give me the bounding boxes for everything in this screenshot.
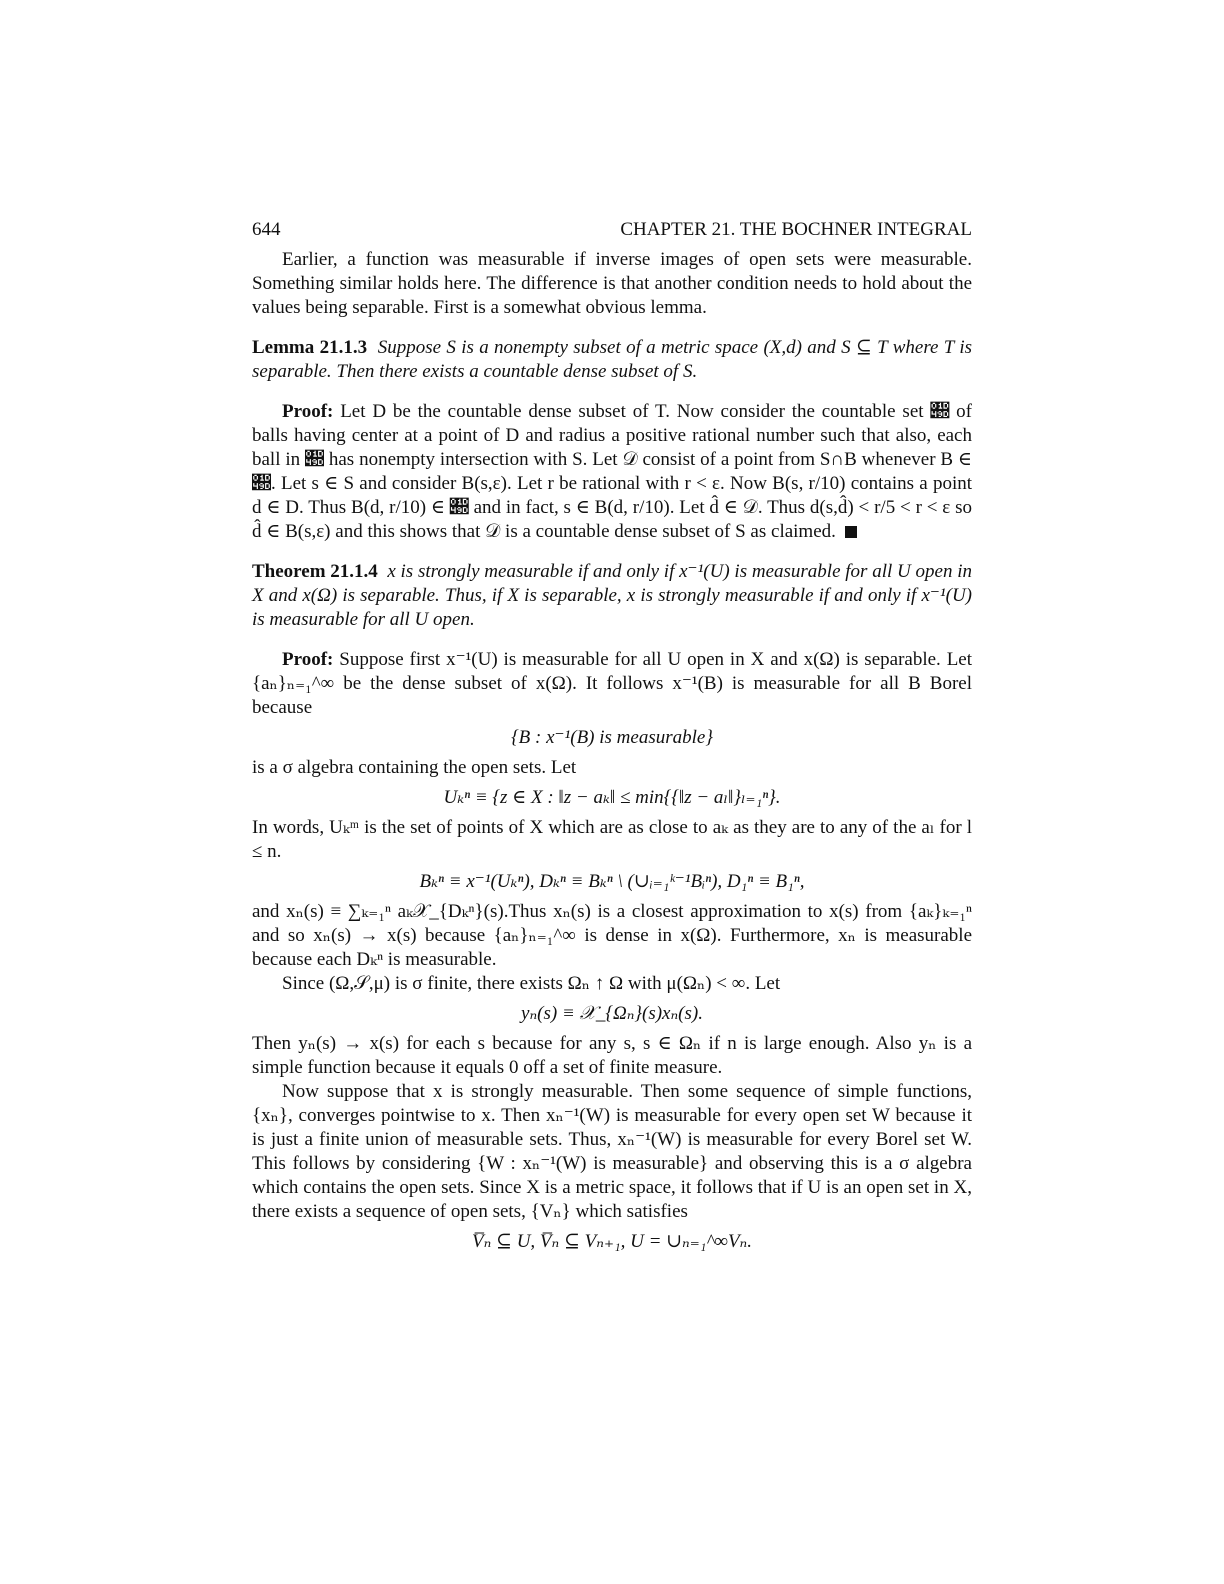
theorem-label: Theorem 21.1.4 xyxy=(252,561,378,582)
lemma-proof-text: Let D be the countable dense subset of T. Now consider the countable set 𝒝 of balls having center at a point of D and radius a positive rational number such that also, each ball in 𝒝 has nonempty intersection with S. Let 𝒟 consist of a point from S∩B whenever B ∈ 𝒝. Let s ∈ S and consider B(s,ε). Let r be rational with r < ε. Now B(s, r/10) contains a point d ∈ D. Thus B(d, r/10) ∈ 𝒝 and in fact, s ∈ B(d, r/10). Let d̂ ∈ 𝒟. Thus d(s,d̂) < r/5 < r < ε so d̂ ∈ B(s,ε) and this shows that 𝒟 is a countable dense subset of S as claimed. xyxy=(252,401,973,542)
theorem-proof-label: Proof: xyxy=(282,649,334,670)
chapter-title: CHAPTER 21. THE BOCHNER INTEGRAL xyxy=(620,219,972,240)
theorem-proof-p4: and xₙ(s) ≡ ∑ₖ₌₁ⁿ aₖ𝒳_{Dₖⁿ}(s).Thus xₙ(s) is a closest approximation to x(s) from {aₖ}ₖ₌₁ⁿ and so xₙ(s) → x(s) because {aₙ}ₙ₌₁^∞ is dense in x(Ω). Furthermore, xₙ is measurable because each Dₖⁿ is measurable. xyxy=(252,901,972,970)
theorem-proof-intro xyxy=(252,648,972,720)
equation-y-definition: yₙ(s) ≡ 𝒳_{Ωₙ}(s)xₙ(s). xyxy=(521,1003,703,1024)
equation-b-d-definition: Bₖⁿ ≡ x⁻¹(Uₖⁿ), Dₖⁿ ≡ Bₖⁿ \ (∪ᵢ₌₁ᵏ⁻¹Bᵢⁿ), D₁ⁿ ≡ B₁ⁿ, xyxy=(419,871,805,892)
equation-v-sequence: V̅ₙ ⊆ U, V̅ₙ ⊆ Vₙ₊₁, U = ∪ₙ₌₁^∞Vₙ. xyxy=(471,1231,753,1252)
theorem-proof-p2: is a σ algebra containing the open sets. Let xyxy=(252,757,577,778)
equation-u-definition: Uₖⁿ ≡ {z ∈ X : ‖z − aₖ‖ ≤ min{{‖z − aₗ‖}ₗ₌₁ⁿ}. xyxy=(443,787,781,808)
theorem-statement: x is strongly measurable if and only if x⁻¹(U) is measurable for all U open in X and x(Ω) is separable. Thus, if X is separable, x is strongly measurable if and only if x⁻¹(U) is measurable for all U open. xyxy=(252,561,972,630)
intro-paragraph: Earlier, a function was measurable if inverse images of open sets were measurable. Something similar holds here. The difference is that another condition needs to hold about the values being separable. First is a somewhat obvious lemma. xyxy=(252,249,972,318)
theorem-proof-p6: Then yₙ(s) → x(s) for each s because for any s, s ∈ Ωₙ if n is large enough. Also yₙ is a simple function because it equals 0 off a set of finite measure. xyxy=(252,1033,972,1078)
lemma-block xyxy=(252,336,972,384)
document-page xyxy=(252,218,972,1260)
lemma-proof xyxy=(252,400,972,544)
running-header xyxy=(252,218,972,248)
theorem-proof-p3: In words, Uₖᵐ is the set of points of X which are as close to aₖ as they are to any of the aₗ for l ≤ n. xyxy=(252,817,972,862)
theorem-proof-p7: Now suppose that x is strongly measurable. Then some sequence of simple functions, {xₙ}, converges pointwise to x. Then xₙ⁻¹(W) is measurable for every open set W because it is just a finite union of measurable sets. Thus, xₙ⁻¹(W) is measurable for every Borel set W. This follows by considering {W : xₙ⁻¹(W) is measurable} and observing this is a σ algebra which contains the open sets. Since X is a metric space, it follows that if U is an open set in X, there exists a sequence of open sets, {Vₙ} which satisfies xyxy=(252,1081,972,1222)
theorem-proof-p5: Since (Ω,𝒮,μ) is σ finite, there exists Ωₙ ↑ Ω with μ(Ωₙ) < ∞. Let xyxy=(282,973,781,994)
qed-square-icon xyxy=(845,526,857,538)
theorem-block xyxy=(252,560,972,632)
lemma-statement: Suppose S is a nonempty subset of a metric space (X,d) and S ⊆ T where T is separable. Then there exists a countable dense subset of S. xyxy=(252,337,972,382)
lemma-label: Lemma 21.1.3 xyxy=(252,337,368,358)
lemma-proof-label: Proof: xyxy=(282,401,334,422)
page-number: 644 xyxy=(252,219,281,240)
theorem-proof-p1: Suppose first x⁻¹(U) is measurable for all U open in X and x(Ω) is separable. Let {aₙ}ₙ₌₁^∞ be the dense subset of x(Ω). It follows x⁻¹(B) is measurable for all B Borel because xyxy=(252,649,973,718)
equation-borel-sets: {B : x⁻¹(B) is measurable} xyxy=(511,727,713,748)
